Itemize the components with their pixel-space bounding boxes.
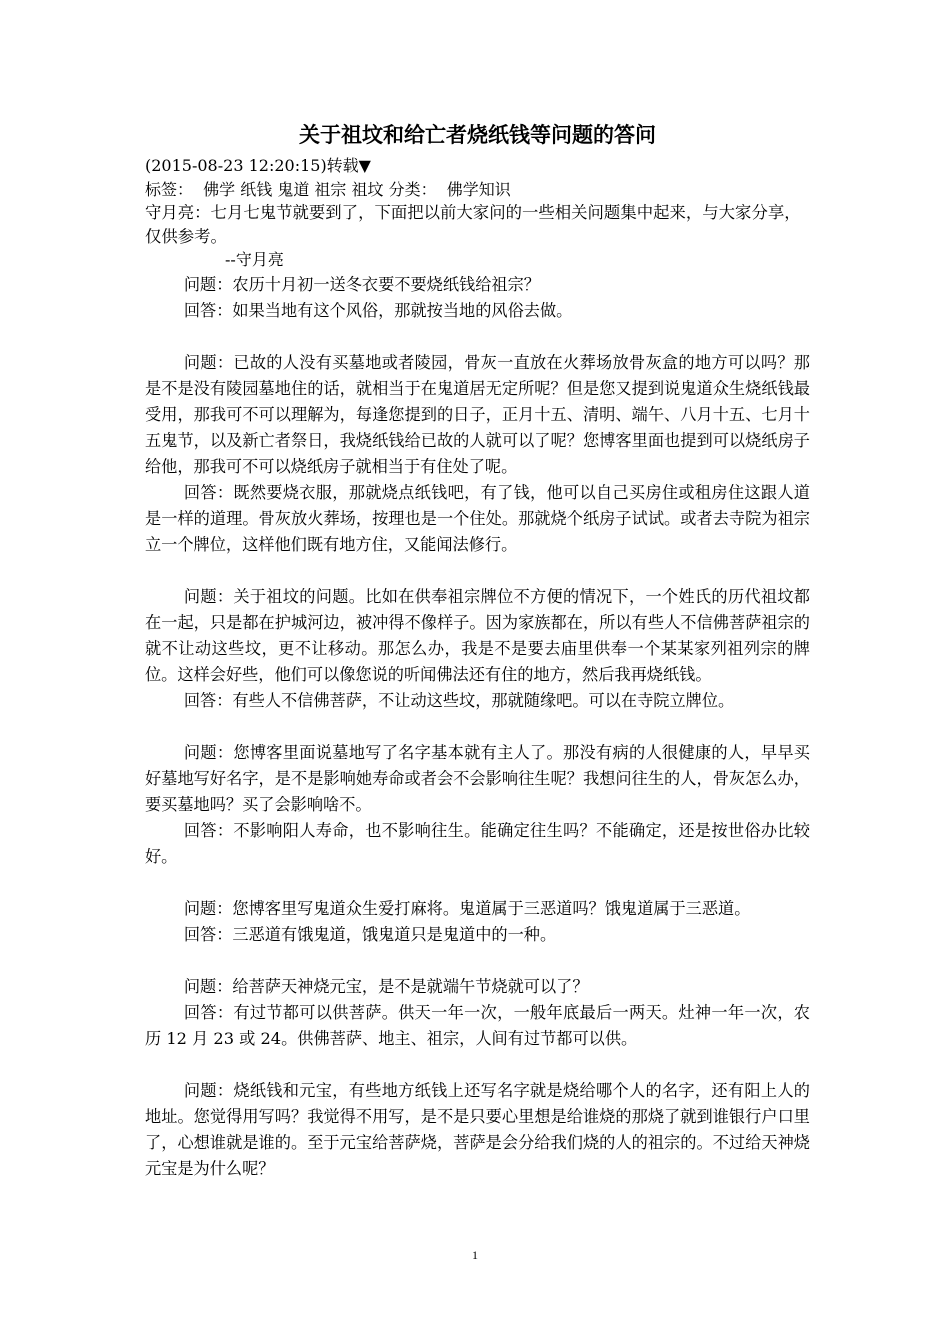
question-2: 问题：已故的人没有买墓地或者陵园，骨灰一直放在火葬场放骨灰盒的地方可以吗？那是不是没有陵园墓地住的话，就相当于在鬼道居无定所呢？但是您又提到说鬼道众生烧纸钱最受用，那我可不可以理解为，每逢您提到的日子，正月十五、清明、端午、八月十五、七月十五鬼节，以及新亡者祭日，我烧纸钱给已故的人就可以了呢？您博客里面也提到可以烧纸房子给他，那我可不可以烧纸房子就相当于有住处了呢。 xyxy=(145,352,810,476)
question-7: 问题：烧纸钱和元宝，有些地方纸钱上还写名字就是烧给哪个人的名字，还有阳上人的地址。您觉得用写吗？我觉得不用写，是不是只要心里想是给谁烧的那烧了就到谁银行户口里了，心想谁就是谁的。至于元宝给菩萨烧，菩萨是会分给我们烧的人的祖宗的。不过给天神烧元宝是为什么呢？ xyxy=(145,1080,810,1178)
question-1: 问题：农历十月初一送冬衣要不要烧纸钱给祖宗？ xyxy=(183,274,540,294)
answer-3: 回答：有些人不信佛菩萨，不让动这些坟，那就随缘吧。可以在寺院立牌位。 xyxy=(183,690,735,710)
intro-paragraph: 守月亮：七月七鬼节就要到了，下面把以前大家问的一些相关问题集中起来，与大家分享，仅供参考。 xyxy=(145,203,801,246)
spacer xyxy=(145,714,810,740)
answer-5: 回答：三恶道有饿鬼道，饿鬼道只是鬼道中的一种。 xyxy=(183,924,557,944)
question-6: 问题：给菩萨天神烧元宝，是不是就端午节烧就可以了？ xyxy=(183,976,589,996)
answer-1: 回答：如果当地有这个风俗，那就按当地的风俗去做。 xyxy=(183,300,573,320)
question-5: 问题：您博客里写鬼道众生爱打麻将。鬼道属于三恶道吗？饿鬼道属于三恶道。 xyxy=(183,898,751,918)
answer-4: 回答：不影响阳人寿命，也不影响往生。能确定往生吗？不能确定，还是按世俗办比较好。 xyxy=(145,820,810,866)
question-3: 问题：关于祖坟的问题。比如在供奉祖宗牌位不方便的情况下，一个姓氏的历代祖坟都在一起，只是都在护城河边，被冲得不像样子。因为家族都在，所以有些人不信佛菩萨祖宗的就不让动这些坟，更不让移动。那怎么办，我是不是要去庙里供奉一个某某家列祖列宗的牌位。这样会好些，他们可以像您说的听闻佛法还有住的地方，然后我再烧纸钱。 xyxy=(145,586,810,684)
answer-2: 回答：既然要烧衣服，那就烧点纸钱吧，有了钱，他可以自己买房住或租房住这跟人道是一样的道理。骨灰放火葬场，按理也是一个住处。那就烧个纸房子试试。或者去寺院为祖宗立一个牌位，这样他们既有地方住，又能闻法修行。 xyxy=(145,482,810,554)
question-4: 问题：您博客里面说墓地写了名字基本就有主人了。那没有病的人很健康的人，早早买好墓地写好名字，是不是影响她寿命或者会不会影响往生呢？我想问往生的人，骨灰怎么办，要买墓地吗？买了会影响啥不。 xyxy=(145,742,810,814)
answer-6: 回答：有过节都可以供菩萨。供天一年一次，一般年底最后一两天。灶神一年一次，农历 12 月 23 或 24。供佛菩萨、地主、祖宗，人间有过节都可以供。 xyxy=(145,1002,810,1048)
spacer xyxy=(145,948,810,974)
page-title: 关于祖坟和给亡者烧纸钱等问题的答问 xyxy=(299,122,656,147)
spacer xyxy=(145,870,810,896)
document-page xyxy=(145,116,810,1182)
signature: --守月亮 xyxy=(225,250,284,269)
page-number: 1 xyxy=(472,1248,478,1262)
tags-line: 标签： 佛学 纸钱 鬼道 祖宗 祖坟 分类： 佛学知识 xyxy=(145,179,511,199)
post-meta: (2015-08-23 12:20:15)转载▼ xyxy=(145,156,371,175)
spacer xyxy=(145,324,810,350)
spacer xyxy=(145,1052,810,1078)
spacer xyxy=(145,558,810,584)
